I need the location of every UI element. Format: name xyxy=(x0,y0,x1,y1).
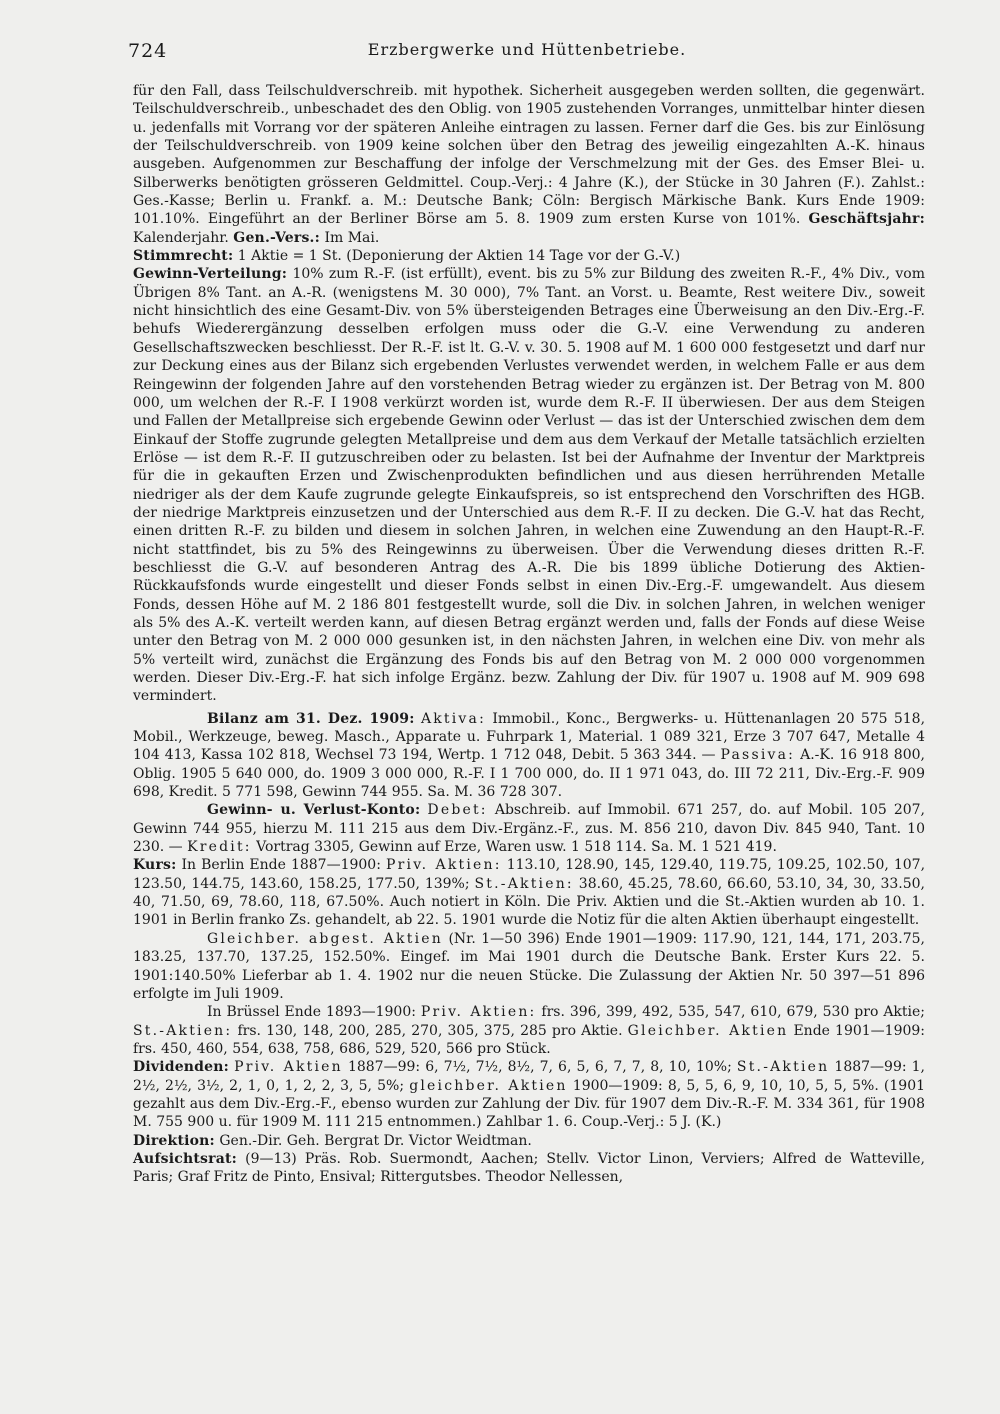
paragraph-gewinn-verlust xyxy=(133,801,925,856)
anleihe-text: für den Fall, dass Teilschuldverschreib. mit hypothek. Sicherheit ausgegeben werden sollten, die gegenwärt. Teilschuldverschreib., unbeschadet des den Oblig. von 1905 zustehenden Vorranges, unmittelbar hinter diesen u. jedenfalls mit Vorrang vor der späteren Anleihe eintragen zu lassen. Ferner darf die Ges. bis zur Einlösung der Teilschuldverschreib. von 1909 keine solchen über den Betrag des jeweilig eingezahlten A.-K. hinaus ausgeben. Aufgenommen zur Beschaffung der infolge der Verschmelzung mit der Ges. des Emser Blei- u. Silberwerks benötigten grösseren Geldmittel. Coup.-Verj.: 4 Jahre (K.), der Stücke in 30 Jahren (F.). Zahlst.: Ges.-Kasse; Berlin u. Frankf. a. M.: Deutsche Bank; Cöln: Bergisch Märkische Bank. Kurs Ende 1909: 101.10%. Eingeführt an der Berliner Börse am 5. 8. 1909 zum ersten Kurse von 101%. xyxy=(133,83,925,228)
document-body xyxy=(133,82,925,1187)
bruessel-priv-kurse: frs. 396, 399, 492, 535, 547, 610, 679, 530 pro Aktie; xyxy=(541,1004,926,1021)
paragraph-stimmrecht xyxy=(133,247,925,265)
paragraph-kurs-bruessel xyxy=(133,1003,925,1058)
passiva-text: A.-K. 16 918 800, Oblig. 1905 5 640 000, do. 1909 3 000 000, R.-F. I 1 700 000, do. II 1 971 043, do. III 72 211, Div.-Erg.-F. 909 698, Kredit. 5 771 598, Gewinn 744 955. Sa. M. 36 728 307. xyxy=(133,747,925,801)
st-aktien-kurse: 38.60, 45.25, 78.60, 66.60, 53.10, 34, 30, 33.50, 40, 71.50, 69, 78.60, 118, 67.50%. Auch notiert in Köln. Die Priv. Aktien und die St.-Aktien wurden ab 10. 1. 1901 in Berlin franko Zs. gehandelt, ab 22. 5. 1901 wurde die Notiz für die alten Aktien überhaupt eingestellt. xyxy=(133,875,925,929)
bruessel-st-label: St.-Aktien: xyxy=(133,1022,233,1039)
aktiva-text: Immobil., Konc., Bergwerks- u. Hüttenanlagen 20 575 518, Mobil., Werkzeuge, beweg. Masch., Apparate u. Fuhrpark 1, Material. 1 089 321, Erze 3 707 647, Metalle 4 104 413, Kassa 102 818, Wechsel 73 194, Wertp. 1 712 048, Debit. 5 363 344. — xyxy=(133,710,926,764)
bruessel-gleichber-kurse: Ende 1901—1909: frs. 450, 460, 554, 638, 758, 686, 529, 520, 566 pro Stück. xyxy=(133,1022,926,1057)
debet-label: Debet: xyxy=(427,802,488,819)
paragraph-direktion xyxy=(133,1132,925,1150)
stimmrecht-text: 1 Aktie = 1 St. (Deponierung der Aktien 14 Tage vor der G.-V.) xyxy=(237,248,681,265)
div-gleichber-label: gleichber. Aktien xyxy=(409,1077,568,1094)
aufsichtsrat-text: (9—13) Präs. Rob. Suermondt, Aachen; Stellv. Victor Linon, Verviers; Alfred de Watteville, Paris; Graf Fritz de Pinto, Ensival; Rittergutsbes. Theodor Nellessen, xyxy=(133,1150,925,1186)
bilanz-label: Bilanz am 31. Dez. 1909: xyxy=(207,710,415,727)
div-priv-text: 1887—99: 6, 7½, 7½, 8½, 7, 6, 5, 6, 7, 7, 8, 10, 10%; xyxy=(347,1059,732,1076)
paragraph-gewinn-verteilung xyxy=(133,265,925,705)
gewinn-verteilung-label: Gewinn-Verteilung: xyxy=(133,266,288,283)
page-header xyxy=(128,40,926,64)
gleichber-abgest-text: (Nr. 1—50 396) Ende 1901—1909: 117.90, 121, 144, 171, 203.75, 183.25, 137.70, 137.25, 152.50%. Eingef. im Mai 1901 durch die Deutsche Bank. Erster Kurs 22. 5. 1901:140.50% Lieferbar ab 1. 4. 1902 nur die neuen Stücke. Die Zulassung der Aktien Nr. 50 397—51 896 erfolgte im Juli 1909. xyxy=(133,930,925,1002)
passiva-label: Passiva: xyxy=(720,747,796,764)
gewinn-verlust-label: Gewinn- u. Verlust-Konto: xyxy=(207,802,421,819)
running-title: Erzbergwerke und Hüttenbetriebe. xyxy=(367,40,687,59)
paragraph-anleihe-continuation xyxy=(133,82,925,247)
direktion-text: Gen.-Dir. Geh. Bergrat Dr. Victor Weidtman. xyxy=(219,1132,532,1149)
div-st-text: 1887—99: 1, 2½, 2½, 3½, 2, 1, 0, 1, 2, 2, 3, 5, 5%; xyxy=(133,1059,925,1094)
paragraph-bilanz xyxy=(133,710,925,802)
kredit-text: Vortrag 3305, Gewinn auf Erze, Waren usw. 1 518 114. Sa. M. 1 521 419. xyxy=(256,839,777,856)
gleichber-abgest-label: Gleichber. abgest. Aktien xyxy=(207,930,443,947)
priv-aktien-kurse: 113.10, 128.90, 145, 129.40, 119.75, 109.25, 102.50, 107, 123.50, 144.75, 143.60, 158.25, 177.50, 139%; xyxy=(133,857,926,892)
st-aktien-label: St.-Aktien: xyxy=(474,875,574,892)
page-number: 724 xyxy=(128,40,168,62)
paragraph-dividenden xyxy=(133,1058,925,1131)
gen-vers-label: Gen.-Vers.: xyxy=(233,229,320,246)
debet-text: Abschreib. auf Immobil. 671 257, do. auf Mobil. 105 207, Gewinn 744 955, hierzu M. 111 215 aus dem Div.-Ergänz.-F., zus. M. 856 210, davon Div. 845 940, Tant. 10 230. — xyxy=(133,802,926,856)
geschaeftsjahr-label: Geschäftsjahr: xyxy=(808,211,925,228)
kurs-bruessel-text: In Brüssel Ende 1893—1900: xyxy=(207,1004,416,1021)
div-priv-label: Priv. Aktien xyxy=(234,1059,343,1076)
paragraph-kurs-gleichber xyxy=(133,930,925,1003)
bruessel-priv-label: Priv. Aktien: xyxy=(420,1004,537,1021)
aufsichtsrat-label: Aufsichtsrat: xyxy=(133,1150,237,1167)
bruessel-gleichber-label: Gleichber. Aktien xyxy=(627,1022,789,1039)
direktion-label: Direktion: xyxy=(133,1132,215,1149)
kurs-berlin-text: In Berlin Ende 1887—1900: xyxy=(181,857,381,874)
kredit-label: Kredit: xyxy=(187,839,252,856)
paragraph-aufsichtsrat xyxy=(133,1150,925,1187)
gen-vers-value: Im Mai. xyxy=(324,229,380,246)
geschaeftsjahr-value: Kalenderjahr. xyxy=(133,229,229,246)
dividenden-label: Dividenden: xyxy=(133,1059,230,1076)
paragraph-kurs xyxy=(133,856,925,929)
bruessel-st-kurse: frs. 130, 148, 200, 285, 270, 305, 375, 285 pro Aktie. xyxy=(237,1022,623,1039)
div-gleichber-text: 1900—1909: 8, 5, 5, 6, 9, 10, 10, 5, 5, 5%. (1901 gezahlt aus dem Div.-Erg.-F., ebenso wurden zur Zahlung der Div. für 1907 dem Div.-R.-F. M. 334 361, für 1908 M. 755 900 u. für 1909 M. 111 215 entnommen.) Zahlbar 1. 6. Coup.-Verj.: 5 J. (K.) xyxy=(133,1077,926,1131)
priv-aktien-label: Priv. Aktien: xyxy=(386,857,502,874)
div-st-label: St.-Aktien xyxy=(736,1059,830,1076)
gewinn-verteilung-text: 10% zum R.-F. (ist erfüllt), event. bis zu 5% zur Bildung des zweiten R.-F., 4% Div., vom Übrigen 8% Tant. an A.-R. (wenigstens M. 30 000), 7% Tant. an Vorst. u. Beamte, Rest weitere Div., soweit nicht hinsichtlich des eine Gesamt-Div. von 5% übersteigenden Betrages eine Überweisung an den Div.-Erg.-F. behufs Wiederergänzung desselben erfolgen muss oder die G.-V. eine Verwendung zu anderen Gesellschaftszwecken beschliesst. Der R.-F. ist lt. G.-V. v. 30. 5. 1908 auf M. 1 600 000 festgesetzt und darf nur zur Deckung eines aus der Bilanz sich ergebenden Verlustes verwendet werden, in welchem Falle er aus dem Reingewinn der folgenden Jahre auf den vorstehenden Betrag wieder zu ergänzen ist. Der Betrag von M. 800 000, um welchen der R.-F. I 1908 verkürzt worden ist, wurde dem R.-F. II überwiesen. Der aus dem Steigen und Fallen der Metallpreise sich ergebende Gewinn oder Verlust — das ist der Unterschied zwischen dem dem Einkauf der Stoffe zugrunde gelegten Metallpreise und dem aus dem Verkauf der Metalle tatsächlich erzielten Erlöse — ist dem R.-F. II gutzuschreiben oder zu belasten. Ist bei der Aufnahme der Inventur der Marktpreis für die in gekauften Erzen und Zwischenprodukten befindlichen und aus diesen herrührenden Metalle niedriger als der dem Kaufe zugrunde gelegte Einkaufspreis, so ist entsprechend den Vorschriften des HGB. der niedrige Marktpreis einzusetzen und der Unterschied aus dem R.-F. II zu decken. Die G.-V. hat das Recht, einen dritten R.-F. zu bilden und diesem in solchen Jahren, in welchen eine Zuwendung an den Haupt-R.-F. nicht stattfindet, bis zu 5% des Reingewinns zu überweisen. Über die Verwendung dieses dritten R.-F. beschliesst die G.-V. auf besonderen Antrag des A.-R. Die bis 1899 übliche Dotierung des Aktien-Rückkaufsfonds wurde eingestellt und dieser Fonds selbst in einen Div.-Erg.-F. umgewandelt. Aus diesem Fonds, dessen Höhe auf M. 2 186 801 festgestellt wurde, soll die Div. in solchen Jahren, in welchen weniger als 5% des A.-K. verteilt werden kann, auf diesen Betrag ergänzt werden und, falls der Fonds auf diese Weise unter den Betrag von M. 2 000 000 gesunken ist, in den nächsten Jahren, in welchen eine Div. von mehr als 5% verteilt wird, zunächst die Ergänzung des Fonds bis auf den Betrag von M. 2 000 000 vorgenommen werden. Dieser Div.-Erg.-F. hat sich infolge Ergänz. bezw. Zahlung der Div. für 1907 u. 1908 auf M. 909 698 vermindert. xyxy=(133,266,925,705)
stimmrecht-label: Stimmrecht: xyxy=(133,248,234,265)
kurs-label: Kurs: xyxy=(133,857,177,874)
aktiva-label: Aktiva: xyxy=(420,710,487,727)
